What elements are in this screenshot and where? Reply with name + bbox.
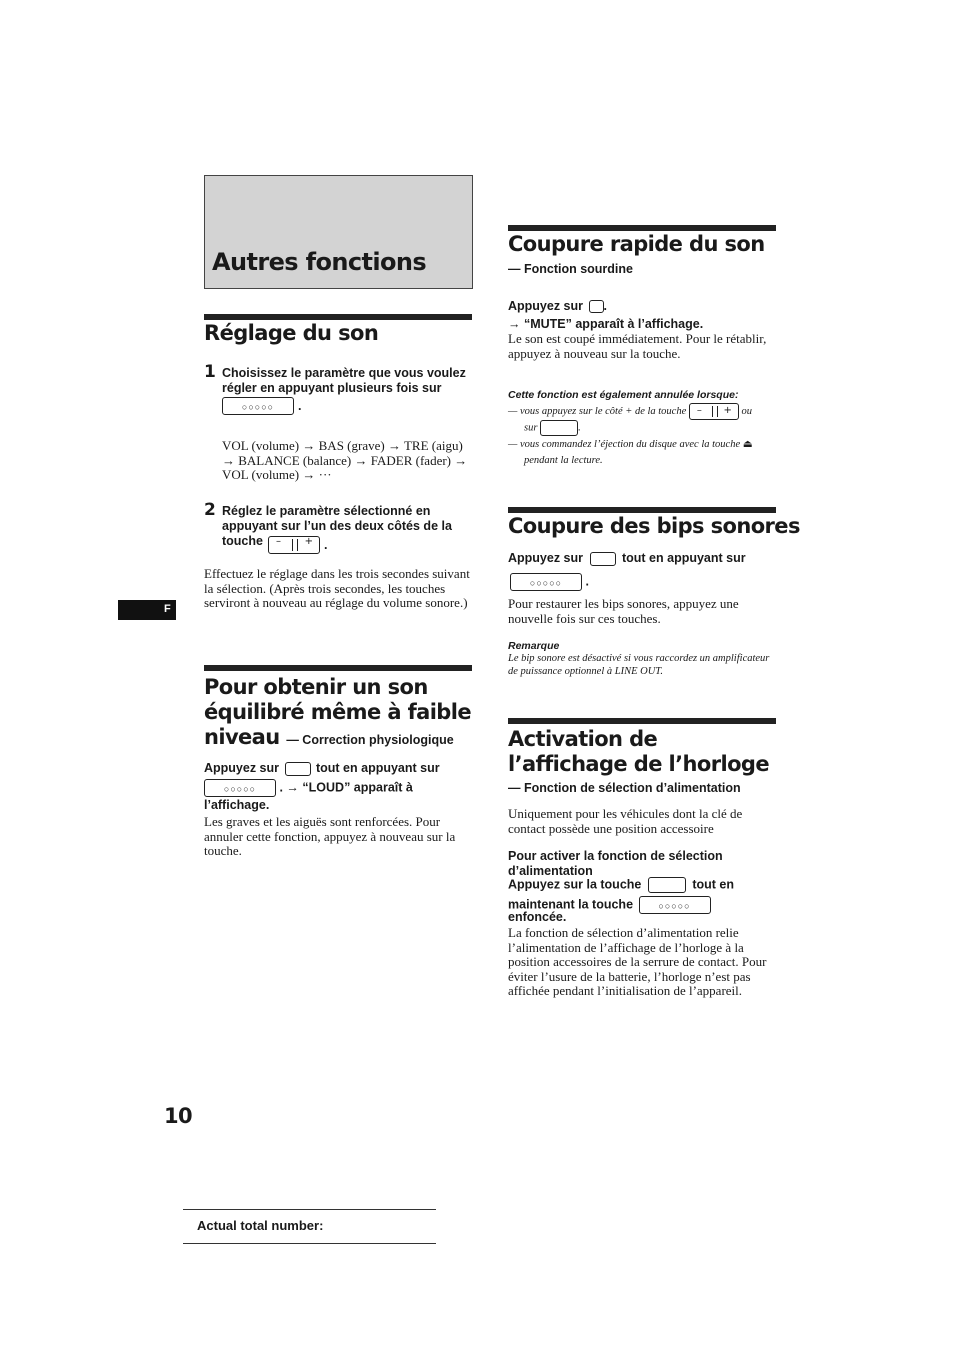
mode-button-icon [540, 420, 578, 436]
clock-body: La fonction de sélection d’alimentation relie l’alimentation de l’affichage de l’horloge à la position accessoires de la serrure de contact. Pour éviter l’usure de la batterie, l’horloge n’est pas affichée pendant l’initialisation de l’appareil. [508, 925, 767, 999]
sequence-text: VOL (volume) → BAS (grave) → TRE (aigu) → BALANCE (balance) → FADER (fader) → VOL (volume) → ··· [222, 438, 468, 483]
clock-intro: Uniquement pour les véhicules dont la clé de contact possède une position accessoire [508, 806, 743, 836]
loud-instruction-2: ○○○○○ . → “LOUD” apparaît à [204, 779, 472, 797]
clock-instruction: Appuyez sur la touche tout en [508, 877, 734, 892]
step1-button-line: ○○○○○ . [222, 397, 301, 415]
section-rule [508, 225, 776, 231]
step1-instruction: Choisissez le paramètre que vous voulez régler en appuyant plusieurs fois sur [222, 366, 466, 395]
reglage-note: Effectuez le réglage dans les trois secondes suivant la sélection. (Après trois secondes, les touches serviront à nouveau au réglage du volume sonore.) [204, 566, 470, 611]
clock-instruction-2: maintenant la touche ○○○○○ [508, 896, 711, 914]
loud-instruction: Appuyez sur tout en appuyant sur [204, 761, 440, 775]
section-subtitle: — Fonction sourdine [508, 262, 633, 276]
clock-activate-title: Pour activer la fonction de sélection d’alimentation [508, 849, 723, 878]
clock-instruction-3: enfoncée. [508, 910, 567, 924]
section-title-loud: Pour obtenir un son équilibré même à faible niveau — Correction physiologique [204, 675, 471, 749]
section-rule [204, 665, 472, 671]
footer-rule-top [183, 1209, 436, 1210]
footer-label: Actual total number: [197, 1218, 324, 1233]
mute-note-2b: pendant la lecture. [524, 455, 603, 466]
section-subtitle: — Fonction de sélection d’alimentation [508, 781, 741, 795]
beep-body: Pour restaurer les bips sonores, appuyez une nouvelle fois sur ces touches. [508, 596, 739, 626]
chapter-title: Autres fonctions [212, 248, 427, 276]
section-title-mute: Coupure rapide du son [508, 232, 765, 256]
language-tab-label: F [164, 603, 171, 615]
volume-rocker-icon: – + [689, 403, 739, 420]
section-title-reglage: Réglage du son [204, 321, 379, 345]
dsp-button-icon [590, 552, 616, 566]
section-rule [508, 507, 776, 513]
footer-rule-bottom [183, 1243, 436, 1244]
mute-body: Le son est coupé immédiatement. Pour le rétablir, appuyez à nouveau sur la touche. [508, 331, 767, 361]
remark-title: Remarque [508, 640, 560, 652]
mute-note-2: — vous commandez l’éjection du disque avec la touche ⏏ [508, 439, 753, 450]
mute-note-1: — vous appuyez sur le côté + de la touche – + ou [508, 403, 776, 420]
section-title-clock: Activation de l’affichage de l’horloge [508, 727, 769, 776]
mute-note-1b: sur . [524, 420, 581, 436]
mute-button-icon [589, 300, 604, 313]
mute-note-title: Cette fonction est également annulée lorsque: [508, 389, 739, 401]
loud-instruction-3: l’affichage. [204, 798, 270, 812]
step2-button-line: – + . [268, 536, 327, 554]
section-title-beep: Coupure des bips sonores [508, 514, 800, 538]
mute-result: → “MUTE” apparaît à l’affichage. [508, 317, 704, 331]
section-rule [204, 314, 472, 320]
step-number: 2 [204, 500, 216, 520]
section-rule [508, 718, 776, 724]
volume-rocker-icon: – + [268, 536, 320, 554]
step2-instruction: Réglez le paramètre sélectionné en appuyant sur l’un des deux côtés de la touche [222, 504, 452, 548]
multi-dot-button-icon: ○○○○○ [639, 896, 711, 914]
beep-instruction-2: ○○○○○ . [510, 573, 589, 591]
eject-icon: ⏏ [742, 439, 753, 450]
multi-dot-button-icon: ○○○○○ [222, 397, 294, 415]
dsp-button-icon [285, 762, 311, 776]
beep-instruction: Appuyez sur tout en appuyant sur [508, 551, 746, 565]
source-button-icon [648, 877, 686, 893]
section-subtitle: — Correction physiologique [286, 733, 454, 747]
remark-body: Le bip sonore est désactivé si vous raccordez un amplificateur de puissance optionnel à LINE OUT. [508, 653, 770, 677]
multi-dot-button-icon: ○○○○○ [204, 779, 276, 797]
step-number: 1 [204, 362, 216, 382]
loud-body: Les graves et les aiguës sont renforcées. Pour annuler cette fonction, appuyez à nouveau sur la touche. [204, 814, 456, 859]
mute-instruction: Appuyez sur . [508, 299, 607, 313]
page-number: 10 [164, 1104, 193, 1128]
multi-dot-button-icon: ○○○○○ [510, 573, 582, 591]
